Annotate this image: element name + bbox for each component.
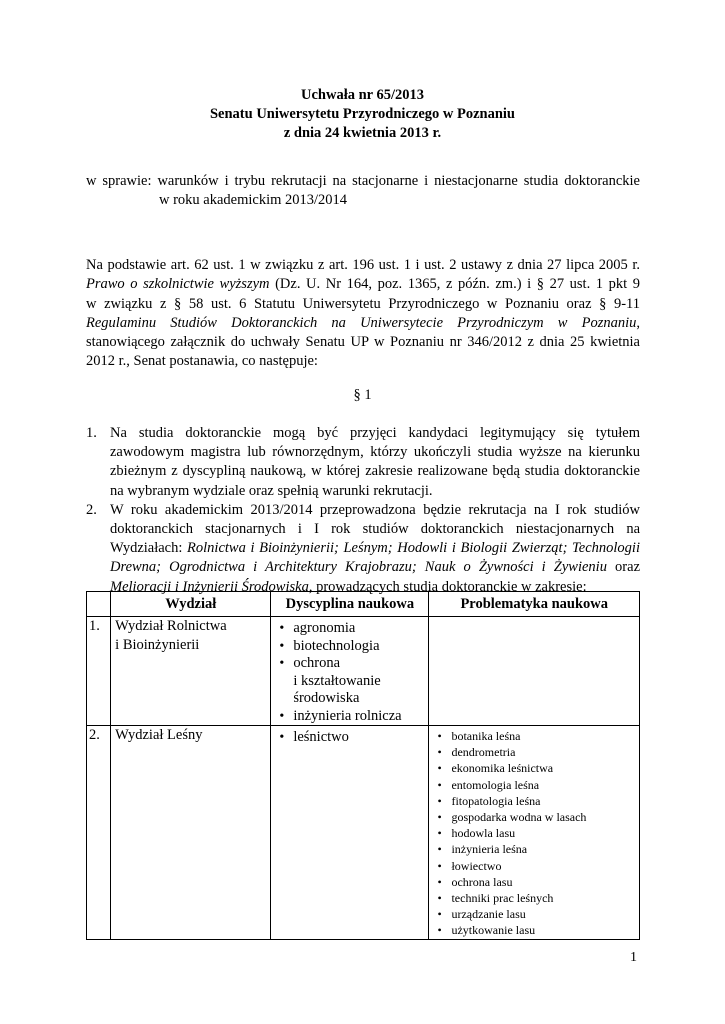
item-text: oraz — [606, 559, 640, 576]
item-line: na wybranym wydziale oraz spełnią warunki rekrutacji. — [110, 482, 433, 499]
doctoral-studies-table — [86, 591, 640, 940]
list-item: • leśnictwo — [275, 729, 424, 747]
regulation-title: Regulaminu Studiów Doktoranckich na Uniwersytecie Przyrodniczym w Poznaniu — [86, 314, 637, 331]
item-text: • ochrona — [293, 655, 341, 671]
resolution-subject — [86, 172, 640, 210]
item-line — [110, 539, 640, 558]
item-line: W roku akademickim 2013/2014 przeprowadzona będzie rekrutacja na I rok studiów — [110, 501, 640, 518]
row-number: 1. — [87, 617, 111, 726]
item-number: 2. — [86, 501, 97, 518]
table-row — [87, 726, 640, 940]
list-item: • urządzanie lasu — [433, 906, 635, 922]
list-item — [275, 655, 424, 708]
title-line-2: Senatu Uniwersytetu Przyrodniczego w Poznaniu — [209, 106, 516, 122]
list-item: • ochrona lasu — [433, 874, 635, 890]
faculty-cell — [111, 726, 271, 940]
faculty-names: Drewna; Ogrodnictwa i Architektury Krajobrazu; Nauk o Żywności i Żywieniu — [110, 559, 607, 576]
basis-text: , — [636, 314, 640, 331]
faculty-names: Melioracji i Inżynierii Środowiska — [110, 578, 309, 595]
list-item: • inżynieria leśna — [433, 841, 635, 857]
item-line — [110, 558, 640, 577]
list-item: • gospodarka wodna w lasach — [433, 809, 635, 825]
table-header-row — [87, 592, 640, 617]
item-text: środowiska — [293, 690, 360, 706]
resolution-title — [0, 86, 725, 143]
item-text: i kształtowanie — [293, 672, 381, 689]
header-problems: Problematyka naukowa — [429, 592, 640, 617]
header-faculty: Wydział — [111, 592, 271, 617]
list-item: • entomologia leśna — [433, 777, 635, 793]
table-row — [87, 617, 640, 726]
list-item — [86, 424, 640, 501]
basis-line: Na podstawie art. 62 ust. 1 w związku z art. 196 ust. 1 i ust. 2 ustawy z dnia 27 lipca 2005 r. — [86, 257, 640, 273]
title-line-1: Uchwała nr 65/2013 — [301, 87, 424, 103]
basis-line: 2012 r., Senat postanawia, co następuje: — [86, 353, 318, 370]
item-text: , prowadzących studia doktoranckie w zakresie: — [308, 578, 587, 595]
faculty-name: Wydział Leśny — [115, 727, 203, 743]
header-number — [87, 592, 111, 617]
basis-line: stanowiącego załącznik do uchwały Senatu UP w Poznaniu nr 346/2012 z dnia 25 kwietnia — [86, 334, 640, 351]
title-line-3: z dnia 24 kwietnia 2013 r. — [283, 125, 442, 141]
list-item: • ekonomika leśnictwa — [433, 760, 635, 776]
list-item: • fitopatologia leśna — [433, 793, 635, 809]
header-discipline: Dyscyplina naukowa — [271, 592, 429, 617]
discipline-list — [275, 729, 424, 747]
basis-line: w związku z § 58 ust. 6 Statutu Uniwersytetu Przyrodniczego w Poznaniu oraz § 9-11 — [86, 295, 640, 312]
act-title: Prawo o szkolnictwie wyższym — [86, 276, 270, 293]
problems-cell — [429, 617, 640, 726]
page-number: 1 — [630, 950, 637, 965]
item-text: Wydziałach: — [110, 540, 188, 557]
list-item: • inżynieria rolnicza — [275, 708, 424, 726]
list-item: • łowiectwo — [433, 858, 635, 874]
problems-list — [433, 728, 635, 939]
item-line: zawodowym magistra lub równorzędnym, którzy ukończyli studia wyższe na kierunku — [110, 444, 640, 461]
item-line: doktoranckich stacjonarnych i I rok studiów doktoranckich niestacjonarnych na — [110, 521, 640, 538]
item-line: Na studia doktoranckie mogą być przyjęci kandydaci legitymujący się tytułem — [110, 425, 640, 441]
subject-line-2: w roku akademickim 2013/2014 — [159, 192, 348, 208]
list-item: • dendrometria — [433, 744, 635, 760]
basis-line — [86, 314, 640, 333]
discipline-cell — [271, 726, 429, 940]
legal-basis-paragraph — [86, 256, 640, 372]
list-item: • agronomia — [275, 620, 424, 638]
discipline-list — [275, 620, 424, 725]
basis-text: (Dz. U. Nr 164, poz. 1365, z późn. zm.) i § 27 ust. 1 pkt 9 — [269, 276, 640, 293]
list-item: • biotechnologia — [275, 638, 424, 656]
section-heading: § 1 — [353, 387, 372, 403]
list-item: • hodowla lasu — [433, 825, 635, 841]
faculty-names: Rolnictwa i Bioinżynierii; Leśnym; Hodowli i Biologii Zwierząt; Technologii — [187, 540, 640, 557]
list-item — [86, 501, 640, 597]
row-number: 2. — [87, 726, 111, 940]
numbered-list — [86, 424, 640, 597]
subject-line-1: w sprawie: warunków i trybu rekrutacji na stacjonarne i niestacjonarne studia doktoranckie — [86, 173, 640, 189]
basis-line — [86, 275, 640, 294]
item-number: 1. — [86, 425, 97, 441]
list-item: • użytkowanie lasu — [433, 922, 635, 938]
list-item: • botanika leśna — [433, 728, 635, 744]
item-line: zbieżnym z dyscypliną naukową, w której zakresie realizowane będą studia doktoranckie — [110, 463, 640, 480]
faculty-cell — [111, 617, 271, 726]
problems-cell — [429, 726, 640, 940]
faculty-name: i Bioinżynierii — [115, 637, 200, 653]
discipline-cell — [271, 617, 429, 726]
faculty-name: Wydział Rolnictwa — [115, 618, 227, 634]
list-item: • techniki prac leśnych — [433, 890, 635, 906]
